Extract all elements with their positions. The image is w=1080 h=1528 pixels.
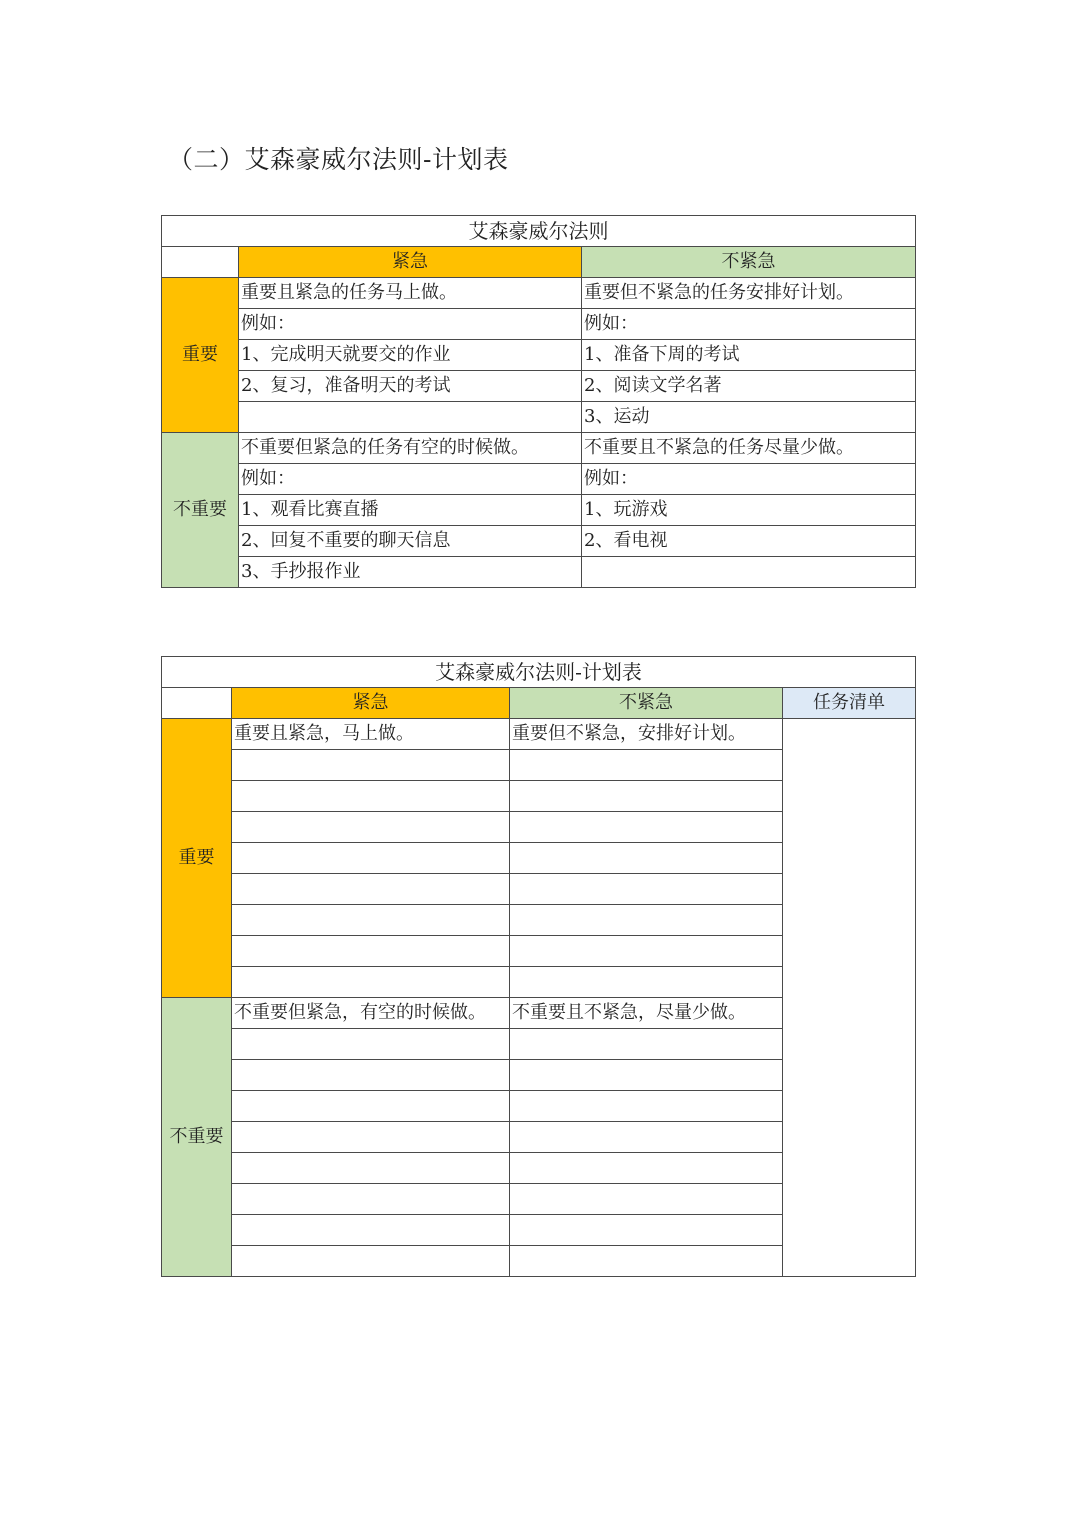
table1-cell: 1、观看比赛直播 bbox=[239, 495, 582, 526]
table1-cell: 2、复习，准备明天的考试 bbox=[239, 371, 582, 402]
table1-cell: 2、回复不重要的聊天信息 bbox=[239, 526, 582, 557]
table1-cell bbox=[582, 557, 916, 588]
table2-cell bbox=[510, 1153, 783, 1184]
page-heading: （二）艾森豪威尔法则-计划表 bbox=[168, 145, 509, 174]
table1-cell: 不重要且不紧急的任务尽量少做。 bbox=[582, 433, 916, 464]
table1-cell bbox=[239, 402, 582, 433]
table2-cell: 不重要但紧急，有空的时候做。 bbox=[232, 998, 510, 1029]
table2-row-important: 重要 bbox=[162, 719, 232, 998]
table2-cell bbox=[510, 1122, 783, 1153]
table2-cell bbox=[232, 1153, 510, 1184]
table1-cell: 重要且紧急的任务马上做。 bbox=[239, 278, 582, 309]
table2-cell bbox=[510, 1091, 783, 1122]
table2-cell bbox=[232, 967, 510, 998]
table2-cell bbox=[510, 1246, 783, 1277]
table2-cell bbox=[232, 936, 510, 967]
table1-col-urgent: 紧急 bbox=[239, 247, 582, 278]
table2-cell bbox=[232, 1184, 510, 1215]
table1-row-important: 重要 bbox=[162, 278, 239, 433]
table2-title: 艾森豪威尔法则-计划表 bbox=[162, 657, 916, 688]
table2-cell bbox=[510, 1215, 783, 1246]
table1-cell: 重要但不紧急的任务安排好计划。 bbox=[582, 278, 916, 309]
table1-cell: 3、手抄报作业 bbox=[239, 557, 582, 588]
table2-cell bbox=[510, 874, 783, 905]
table2-cell bbox=[510, 1184, 783, 1215]
table2-cell bbox=[510, 1029, 783, 1060]
table2-cell bbox=[232, 1060, 510, 1091]
table2-cell bbox=[232, 1122, 510, 1153]
table1-cell: 不重要但紧急的任务有空的时候做。 bbox=[239, 433, 582, 464]
table2-cell bbox=[232, 843, 510, 874]
table2-col-urgent: 紧急 bbox=[232, 688, 510, 719]
table2-cell bbox=[510, 967, 783, 998]
table2-cell: 不重要且不紧急，尽量少做。 bbox=[510, 998, 783, 1029]
table2-cell bbox=[232, 812, 510, 843]
eisenhower-plan-table bbox=[161, 656, 916, 1277]
table2-task-list-area bbox=[783, 719, 916, 1277]
table2-cell bbox=[232, 1246, 510, 1277]
table1-col-not-urgent: 不紧急 bbox=[582, 247, 916, 278]
table1-cell: 1、完成明天就要交的作业 bbox=[239, 340, 582, 371]
table2-cell bbox=[232, 1029, 510, 1060]
table2-cell: 重要但不紧急，安排好计划。 bbox=[510, 719, 783, 750]
table2-cell bbox=[232, 781, 510, 812]
table2-col-not-urgent: 不紧急 bbox=[510, 688, 783, 719]
table2-col-task-list: 任务清单 bbox=[783, 688, 916, 719]
table1-cell: 例如： bbox=[582, 464, 916, 495]
table2-row-not-important: 不重要 bbox=[162, 998, 232, 1277]
table1-corner-cell bbox=[162, 247, 239, 278]
table1-cell: 例如： bbox=[582, 309, 916, 340]
table2-cell bbox=[232, 905, 510, 936]
table1-cell: 例如： bbox=[239, 464, 582, 495]
table2-cell bbox=[510, 1060, 783, 1091]
table2-cell bbox=[232, 1091, 510, 1122]
table2-cell bbox=[232, 874, 510, 905]
table1-cell: 2、阅读文学名著 bbox=[582, 371, 916, 402]
table2-corner-cell bbox=[162, 688, 232, 719]
table1-cell: 2、看电视 bbox=[582, 526, 916, 557]
table2-cell bbox=[510, 781, 783, 812]
table1-cell: 3、运动 bbox=[582, 402, 916, 433]
eisenhower-example-table bbox=[161, 215, 916, 588]
table2-cell bbox=[510, 905, 783, 936]
table2-cell bbox=[510, 750, 783, 781]
table1-title: 艾森豪威尔法则 bbox=[162, 216, 916, 247]
table2-cell bbox=[232, 1215, 510, 1246]
table2-cell: 重要且紧急，马上做。 bbox=[232, 719, 510, 750]
table2-cell bbox=[510, 936, 783, 967]
table1-cell: 1、玩游戏 bbox=[582, 495, 916, 526]
table2-cell bbox=[232, 750, 510, 781]
table1-cell: 1、准备下周的考试 bbox=[582, 340, 916, 371]
table1-cell: 例如： bbox=[239, 309, 582, 340]
table2-cell bbox=[510, 812, 783, 843]
table1-row-not-important: 不重要 bbox=[162, 433, 239, 588]
table2-cell bbox=[510, 843, 783, 874]
